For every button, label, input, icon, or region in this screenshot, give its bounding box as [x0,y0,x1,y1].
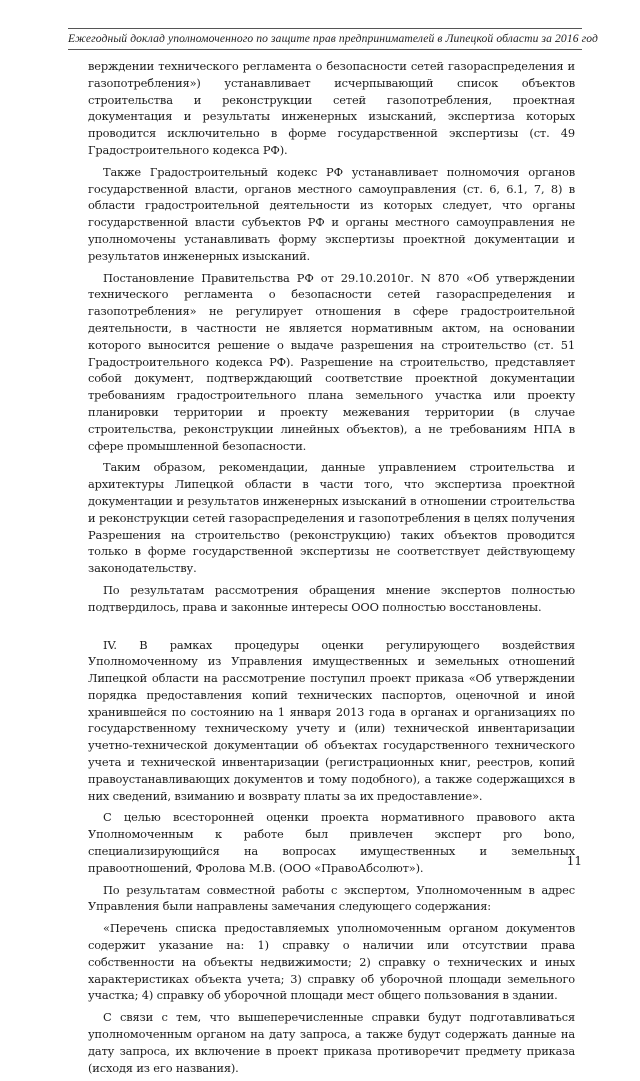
paragraph-6-text: В рамках процедуры оценки регулирующего воздействия Уполномоченному из Управления имущественных и земельных отношений Липецкой области на рассмотрение поступил проект приказа «Об утверждении порядка предоставления копий технических паспортов, оценочной и иной хранившейся по состоянию на 1 января 2013 года в органах и организациях по государственному техническому учету и (или) технической инвентаризации учетно-технической документации об объектах государственного технического учета и технической инвентаризации (регистрационных книг, реестров, копий правоустанавливающих документов и тому подобного), а также содержащихся в них сведений, взиманию и возврату платы за их предоставление». [88,637,575,803]
section-numeral: IV. [103,637,117,652]
paragraph-6 [88,637,575,805]
paragraph-8: По результатам совместной работы с экспертом, Уполномоченным в адрес Управления были направлены замечания следующего содержания: [88,882,575,914]
page-body [88,58,575,1081]
paragraph-5: По результатам рассмотрения обращения мнение экспертов полностью подтвердилось, права и законные интересы ООО полностью восстановлены. [88,582,575,614]
paragraph-9-quote: «Перечень списка предоставляемых уполномоченным органом документов содержит указание на: 1) справку о наличии или отсутствии права собственности на объекты недвижимости; 2) справку о технических и иных характеристиках объекта учета; 3) справку об уборочной площади земельного участка; 4) справку об уборочной площади мест общего пользования в здании. [88,921,575,1003]
paragraph-3: Постановление Правительства РФ от 29.10.2010г. N 870 «Об утверждении технического регламента о безопасности сетей газораспределения и газопотребления» не регулирует отношения в сфере градостроительной деятельности, в частности не является нормативным актом, на основании которого выносится решение о выдаче разрешения на строительство (ст. 51 Градостроительного кодекса РФ). Разрешение на строительство, представляет собой документ, подтверждающий соответствие проектной документации требованиям градостроительного плана земельного участка или проекту планировки территории и проекту межевания территории (в случае строительства, реконструкции линейных объектов), а не требованиям НПА в сфере промышленной безопасности. [88,270,575,453]
paragraph-10: С связи с тем, что вышеперечисленные справки будут подготавливаться уполномоченным органом на дату запроса, а также будут содержать данные на дату запроса, их включение в проект приказа противоречит предмету приказа (исходя из его названия). [88,1010,575,1075]
paragraph-2: Также Градостроительный кодекс РФ устанавливает полномочия органов государственной власти, органов местного самоуправления (ст. 6, 6.1, 7, 8) в области градостроительной деятельности из которых следует, что органы государственной власти субъектов РФ и органы местного самоуправления не уполномочены устанавливать форму экспертизы проектной документации и результатов инженерных изысканий. [88,164,575,263]
paragraph-4: Таким образом, рекомендации, данные управлением строительства и архитектуры Липецкой области в части того, что экспертиза проектной документации и результатов инженерных изысканий в отношении строительства и реконструкции сетей газораспределения и газопотребления в целях получения Разрешения на строительство (реконструкцию) таких объектов проводится только в форме государственной экспертизы не соответствует действующему законодательству. [88,460,575,576]
page-number: 11 [566,854,582,868]
running-header: Ежегодный доклад уполномоченного по защите прав предпринимателей в Липецкой области за 2016 год [68,28,582,50]
paragraph-7: С целью всесторонней оценки проекта нормативного правового акта Уполномоченным к работе был привлечен эксперт pro bono, специализирующийся на вопросах имущественных и земельных правоотношений, Фролова М.В. (ООО «ПравоАбсолют»). [88,810,575,875]
paragraph-1: верждении технического регламента о безопасности сетей газораспределения и газопотребления») устанавливает исчерпывающий список объектов строительства и реконструкции сетей газопотребления, проектная документация и результаты инженерных изысканий, экспертиза которых проводится исключительно в форме государственной экспертизы (ст. 49 Градостроительного кодекса РФ). [88,59,575,157]
